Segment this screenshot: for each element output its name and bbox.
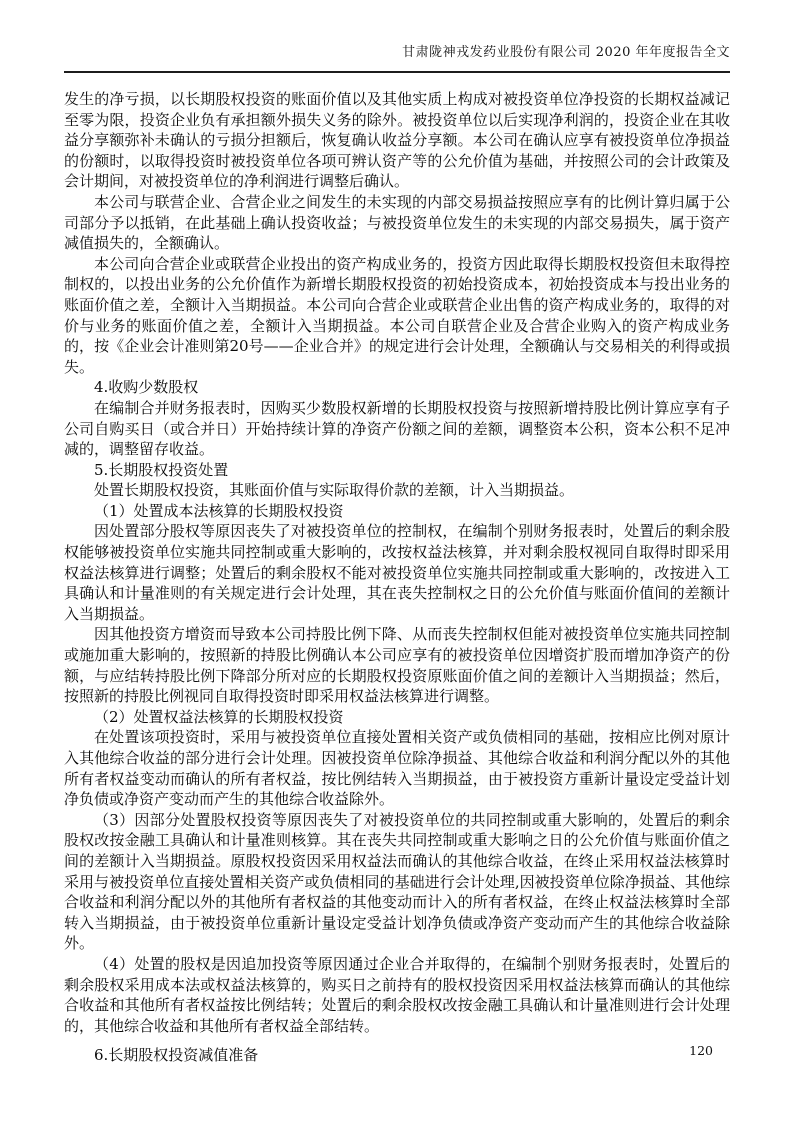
page-footer	[64, 1043, 713, 1058]
subsection-heading-2: （2）处置权益法核算的长期股权投资	[94, 707, 344, 726]
section-heading-4: 4.收购少数股权	[94, 378, 199, 397]
report-header-title: 甘肃陇神戎发药业股份有限公司 2020 年年度报告全文	[402, 45, 730, 60]
paragraph: 处置长期股权投资，其账面价值与实际取得价款的差额，计入当期损益。	[94, 481, 575, 500]
paragraph: 在编制合并财务报表时，因购买少数股权新增的长期股权投资与按照新增持股比例计算应享有子公司自购买日（或合并日）开始持续计算的净资产份额之间的差额，调整资本公积，资本公积不足冲减的，调整留存收益。	[64, 398, 730, 459]
document-body	[64, 89, 730, 1066]
paragraph: 本公司向合营企业或联营企业投出的资产构成业务的，投资方因此取得长期股权投资但未取得控制权的，以投出业务的公允价值作为新增长期股权投资的初始投资成本，初始投资成本与投出业务的账面价值之差，全额计入当期损益。本公司向合营企业或联营企业出售的资产构成业务的，取得的对价与业务的账面价值之差，全额计入当期损益。本公司自联营企业及合营企业购入的资产构成业务的，按《企业会计准则第20号——企业合并》的规定进行会计处理，全额确认与交易相关的利得或损失。	[64, 254, 730, 376]
header-divider	[64, 71, 730, 73]
paragraph: 本公司与联营企业、合营企业之间发生的未实现的内部交易损益按照应享有的比例计算归属于公司部分予以抵销，在此基础上确认投资收益；与被投资单位发生的未实现的内部交易损失，属于资产减值损失的，全额确认。	[64, 192, 730, 253]
paragraph: 因其他投资方增资而导致本公司持股比例下降、从而丧失控制权但能对被投资单位实施共同控制或施加重大影响的，按照新的持股比例确认本公司应享有的被投资单位因增资扩股而增加净资产的份额，与应结转持股比例下降部分所对应的长期股权投资原账面价值之间的差额计入当期损益；然后，按照新的持股比例视同自取得投资时即采用权益法核算进行调整。	[64, 625, 730, 706]
section-heading-6: 6.长期股权投资减值准备	[94, 1046, 259, 1065]
paragraph: 因处置部分股权等原因丧失了对被投资单位的控制权，在编制个别财务报表时，处置后的剩余股权能够被投资单位实施共同控制或重大影响的，改按权益法核算，并对剩余股权视同自取得时即采用权益法核算进行调整；处置后的剩余股权不能对被投资单位实施共同控制或重大影响的，改按进入工具确认和计量准则的有关规定进行会计处理，其在丧失控制权之日的公允价值与账面价值间的差额计入当期损益。	[64, 522, 730, 623]
page-number: 120	[689, 1043, 713, 1058]
subsection-paragraph-3: （3）因部分处置股权投资等原因丧失了对被投资单位的共同控制或重大影响的，处置后的剩余股权改按金融工具确认和计量准则核算。其在丧失共同控制或重大影响之日的公允价值与账面价值之间的差额计入当期损益。原股权投资因采用权益法而确认的其他综合收益，在终止采用权益法核算时采用与被投资单位直接处置相关资产或负债相同的基础进行会计处理,因被投资单位除净损益、其他综合收益和利润分配以外的其他所有者权益的其他变动而计入的所有者权益，在终止权益法核算时全部转入当期损益，由于被投资单位重新计量设定受益计划净负债或净资产变动而产生的其他综合收益除外。	[64, 810, 730, 953]
section-heading-5: 5.长期股权投资处置	[94, 460, 229, 479]
paragraph-continued: 发生的净亏损，以长期股权投资的账面价值以及其他实质上构成对被投资单位净投资的长期权益减记至零为限，投资企业负有承担额外损失义务的除外。被投资单位以后实现净利润的，投资企业在其收益分享额弥补未确认的亏损分担额后，恢复确认收益分享额。本公司在确认应享有被投资单位净损益的份额时，以取得投资时被投资单位各项可辨认资产等的公允价值为基础，并按照公司的会计政策及会计期间，对被投资单位的净利润进行调整后确认。	[64, 90, 730, 191]
subsection-heading-1: （1）处置成本法核算的长期股权投资	[94, 501, 344, 520]
subsection-paragraph-4: （4）处置的股权是因追加投资等原因通过企业合并取得的，在编制个别财务报表时，处置后的剩余股权采用成本法或权益法核算的，购买日之前持有的股权投资因采用权益法核算而确认的其他综合收益和其他所有者权益按比例结转；处置后的剩余股权改按金融工具确认和计量准则进行会计处理的，其他综合收益和其他所有者权益全部结转。	[64, 954, 730, 1035]
paragraph: 在处置该项投资时，采用与被投资单位直接处置相关资产或负债相同的基础，按相应比例对原计入其他综合收益的部分进行会计处理。因被投资单位除净损益、其他综合收益和利润分配以外的其他所有者权益变动而确认的所有者权益，按比例结转入当期损益，由于被投资方重新计量设定受益计划净负债或净资产变动而产生的其他综合收益除外。	[64, 728, 730, 809]
page-header	[64, 44, 730, 73]
